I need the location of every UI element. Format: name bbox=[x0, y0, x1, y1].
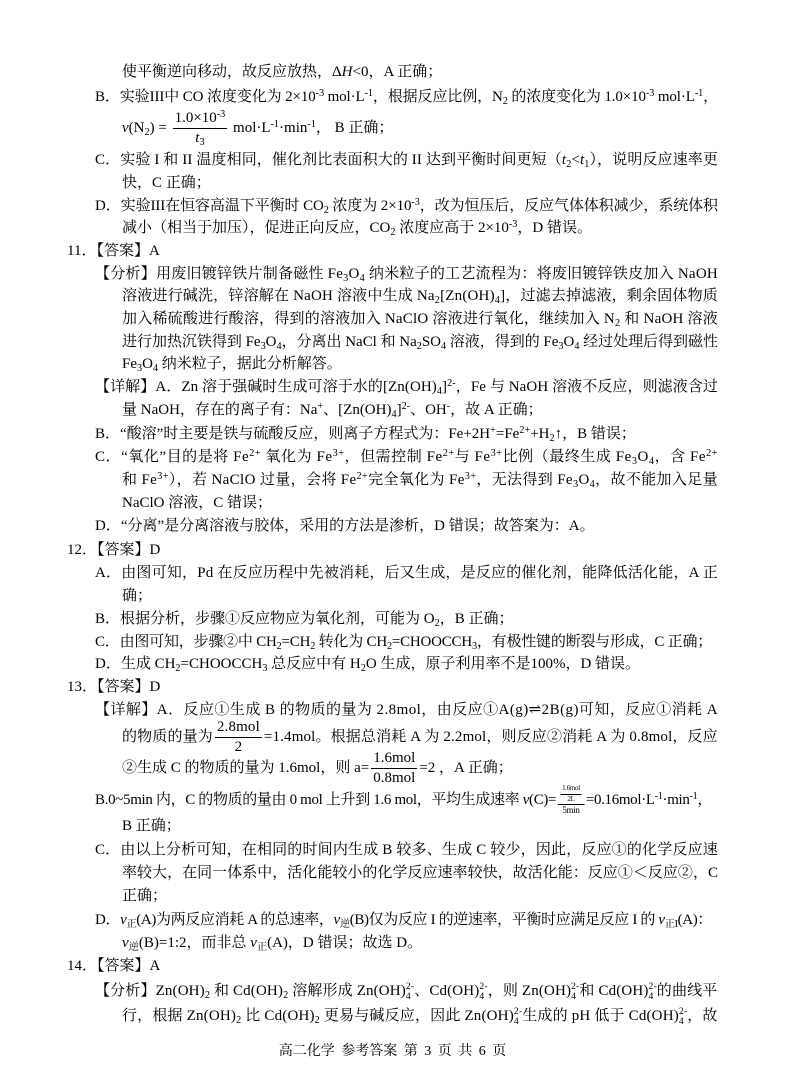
text-run: ，改为恒压后，反应气体体积减少，系统体积 bbox=[419, 198, 718, 214]
text-run: ↑，B 错误； bbox=[554, 426, 636, 442]
text-line bbox=[95, 87, 718, 107]
superscript: 3+ bbox=[157, 471, 169, 483]
text-run: ，分离出 NaCl 和 Na bbox=[281, 334, 417, 350]
subscript: 2 bbox=[566, 158, 572, 170]
text-run: ] bbox=[396, 402, 402, 418]
text-run: 12．【答案】D bbox=[67, 542, 161, 558]
text-line bbox=[95, 196, 718, 216]
subscript: 2 bbox=[323, 204, 329, 216]
text-run: < bbox=[571, 152, 580, 168]
superscript: 2- bbox=[447, 378, 456, 390]
text-run: ，D 错误。 bbox=[517, 220, 592, 236]
subscript: 3 bbox=[631, 455, 638, 467]
text-line bbox=[95, 563, 718, 583]
text-run: 确； bbox=[122, 588, 153, 604]
text-run: C．由以上分析可知，在相同的时间内生成 B 较多、生成 C 较少，因此，反应①的化学反应速 bbox=[95, 842, 718, 858]
text-run: ， bbox=[703, 89, 718, 105]
text-run: 更易与碱反应，因此 Zn(OH) bbox=[319, 1008, 514, 1024]
text-run: B 正确； bbox=[122, 818, 181, 834]
text-run: ，有极性键的断裂与形成，C 正确； bbox=[476, 634, 713, 650]
text-run: D．实验III在恒容高温下平衡时 CO bbox=[95, 198, 324, 214]
text-line bbox=[122, 933, 422, 953]
page-footer: 高二化学 参考答案 第 3 页 共 6 页 bbox=[278, 1044, 507, 1059]
text-run: (B)仅为反应 I 的逆速率，平衡时应满足反应 I 的 bbox=[349, 912, 659, 928]
text-run: C．由图可知，步骤②中 CH bbox=[95, 634, 277, 650]
text-run: 正确； bbox=[122, 888, 168, 904]
subscript: 4 bbox=[648, 991, 654, 1003]
superscript: -1 bbox=[364, 88, 373, 100]
text-run: 使平衡逆向移动，故反应放热，Δ bbox=[122, 64, 342, 80]
superscript: 2- bbox=[513, 1005, 523, 1017]
text-run: =CHOOCCH bbox=[180, 656, 263, 672]
subscript: 2 bbox=[276, 640, 282, 652]
text-run: D．“分离”是分离溶液与胶体，采用的方法是渗析，D 错误；故答案为：A。 bbox=[95, 518, 595, 534]
italic-symbol: v bbox=[122, 120, 129, 136]
text-run: C．实验 I 和 II 温度相同，催化剂比表面积大的 II 达到平衡时间更短（ bbox=[95, 152, 562, 168]
superscript: 2- bbox=[678, 1005, 688, 1017]
text-line bbox=[122, 470, 718, 490]
text-run: 量 NaOH，存在的离子有：Na bbox=[122, 402, 318, 418]
fraction-numerator bbox=[371, 750, 417, 769]
text-run: 氧化为 Fe bbox=[261, 449, 333, 465]
ion-index-and-charge bbox=[679, 1007, 687, 1027]
superscript: 2- bbox=[405, 980, 415, 992]
superscript: 3+ bbox=[464, 471, 477, 483]
text-line bbox=[122, 400, 543, 420]
text-run: 生成的 pH 低于 Cd(OH) bbox=[522, 1008, 679, 1024]
text-run: 转化为 CH bbox=[315, 634, 387, 650]
text-run: 13．【答案】D bbox=[67, 679, 161, 695]
italic-symbol: v bbox=[120, 912, 127, 928]
fraction-numerator bbox=[557, 785, 585, 805]
text-run: B.0~5min 内，C 的物质的量由 0 mol 上升到 1.6 mol，平均生成速率 bbox=[95, 792, 523, 808]
text-line bbox=[95, 609, 513, 629]
superscript: + bbox=[317, 401, 324, 413]
text-run: 减小（相当于加压），促进正向反应，CO bbox=[122, 220, 391, 236]
subscript: 4 bbox=[359, 272, 365, 284]
superscript: 2+ bbox=[519, 425, 531, 437]
text-run: 1.6mol bbox=[373, 749, 416, 766]
text-run: O bbox=[563, 334, 575, 350]
text-run: 的浓度变化为 1.0×10 bbox=[507, 89, 646, 105]
subscript: 4 bbox=[589, 478, 596, 490]
ion-index-and-charge bbox=[479, 982, 487, 1002]
text-run: 的曲线平 bbox=[656, 983, 718, 999]
subscript: 2 bbox=[434, 294, 441, 306]
subscript: 3 bbox=[260, 340, 266, 352]
text-run: 和 NaOH 溶液 bbox=[620, 311, 719, 327]
superscript: -3 bbox=[645, 88, 655, 100]
text-run: A．由图可知，Pd 在反应历程中先被消耗，后又生成，是反应的催化剂，能降低活化能，A 正 bbox=[95, 565, 718, 581]
text-run: 【详解】A．反应①生成 B 的物质的量为 2.8mol，由反应①A(g)⇌2B(g)可知，反应①消耗 A bbox=[95, 702, 718, 718]
subscript: 3 bbox=[262, 662, 268, 674]
italic-symbol: t bbox=[561, 152, 567, 168]
superscript: 3+ bbox=[490, 448, 503, 460]
subscript: 2 bbox=[386, 640, 392, 652]
text-run: 11．【答案】A bbox=[67, 243, 160, 259]
text-run: ·min bbox=[279, 120, 308, 136]
text-run: =CHOOCCH bbox=[391, 634, 472, 650]
subscript: 正 bbox=[256, 941, 268, 953]
text-run: (A)，D 错误；故选 D。 bbox=[267, 935, 423, 951]
italic-symbol: v bbox=[658, 912, 665, 928]
text-run: +H bbox=[530, 426, 550, 442]
text-run: 快，C 正确； bbox=[122, 175, 211, 191]
subscript: 正 bbox=[126, 918, 137, 930]
subscript: 2 bbox=[360, 662, 366, 674]
superscript: -3 bbox=[411, 197, 420, 209]
subscript: 3 bbox=[572, 478, 579, 490]
text-run: 5min bbox=[562, 805, 580, 816]
text-run: 2 bbox=[234, 739, 243, 756]
subscript: 2 bbox=[549, 432, 555, 444]
text-line bbox=[122, 309, 718, 329]
subscript: 2 bbox=[283, 989, 289, 1001]
text-run: ] bbox=[442, 379, 448, 395]
text-run: 经过处理后得到磁性 bbox=[579, 334, 718, 350]
text-run: [Zn(OH) bbox=[440, 288, 495, 304]
text-run: 比 Cd(OH) bbox=[241, 1008, 315, 1024]
text-run: (A)为两反应消耗 A 的总速率， bbox=[136, 912, 334, 928]
fraction-denominator bbox=[560, 795, 582, 804]
text-line bbox=[95, 840, 718, 860]
text-run: O bbox=[637, 449, 649, 465]
text-line bbox=[95, 910, 712, 930]
text-run: (C)= bbox=[529, 792, 557, 808]
text-run: ），若 NaClO 过量，会将 Fe bbox=[168, 472, 357, 488]
superscript: 2- bbox=[401, 401, 411, 413]
subscript: 3 bbox=[343, 272, 349, 284]
text-line bbox=[95, 264, 718, 284]
subscript: 3 bbox=[137, 362, 143, 374]
text-run: O bbox=[265, 334, 277, 350]
text-run: 溶解形成 Zn(OH) bbox=[288, 983, 406, 999]
text-run: 2.8mol bbox=[216, 718, 260, 735]
text-run: D．生成 CH bbox=[95, 656, 176, 672]
superscript: -1 bbox=[694, 88, 704, 100]
subscript: 3 bbox=[558, 340, 564, 352]
subscript: 逆 bbox=[128, 941, 139, 953]
fraction-numerator bbox=[173, 110, 228, 129]
subscript: 4 bbox=[678, 1016, 684, 1028]
superscript: 2+ bbox=[442, 448, 455, 460]
superscript: + bbox=[490, 425, 496, 437]
text-run: 、OH bbox=[410, 402, 447, 418]
text-run: 和 Fe bbox=[122, 472, 158, 488]
text-run: 【分析】用废旧镀锌铁片制备磁性 Fe bbox=[95, 266, 344, 282]
superscript: 2+ bbox=[249, 448, 262, 460]
text-run: 行，根据 Zn(OH) bbox=[122, 1008, 237, 1024]
text-run: ，但需控制 Fe bbox=[344, 449, 443, 465]
text-run: (B)=1:2，而非总 bbox=[138, 935, 251, 951]
text-run: 溶液进行碱洗，锌溶解在 NaOH 溶液中生成 Na bbox=[122, 288, 435, 304]
italic-symbol: t bbox=[579, 152, 585, 168]
text-run: ，根据反应比例，N bbox=[372, 89, 503, 105]
text-run: ]，过滤去掉滤液，剩余固体物质 bbox=[500, 288, 719, 304]
text-run: B．实验III中 CO 浓度变化为 2×10 bbox=[95, 89, 316, 105]
text-run: ，则 Zn(OH) bbox=[487, 983, 572, 999]
text-run: 比例（最终生成 Fe bbox=[502, 449, 632, 465]
subscript: 2 bbox=[434, 617, 440, 629]
superscript: 2- bbox=[648, 980, 657, 992]
text-run: 纳米粒子，据此分析解答。 bbox=[158, 356, 342, 372]
text-line bbox=[122, 816, 181, 836]
text-run: =2 ，A 正确； bbox=[419, 760, 513, 776]
italic-symbol: H bbox=[341, 64, 353, 80]
subscript: 2 bbox=[204, 989, 211, 1001]
text-run: ，无法得到 Fe bbox=[476, 472, 573, 488]
text-run: 和 Cd(OH) bbox=[210, 983, 284, 999]
superscript: 2+ bbox=[706, 448, 719, 460]
text-line bbox=[122, 354, 342, 374]
text-run: ·min bbox=[662, 792, 690, 808]
text-line bbox=[95, 785, 712, 816]
superscript: -1 bbox=[270, 119, 280, 131]
subscript: 2 bbox=[310, 640, 316, 652]
superscript: -3 bbox=[315, 88, 324, 100]
text-run: ， bbox=[697, 792, 712, 808]
fraction bbox=[560, 785, 582, 803]
text-line bbox=[122, 62, 442, 82]
text-run: SO bbox=[421, 334, 441, 350]
subscript: 4 bbox=[648, 455, 655, 467]
text-line bbox=[95, 447, 718, 467]
fraction bbox=[173, 110, 228, 148]
text-run: =Fe bbox=[495, 426, 520, 442]
text-run: NaClO 溶液，C 错误； bbox=[122, 495, 273, 511]
text-line bbox=[122, 863, 718, 883]
text-run: 率较大，在同一体系中，活化能较小的化学反应速率较快，故活化能：反应①＜反应②，C bbox=[122, 865, 718, 881]
fraction bbox=[371, 750, 417, 788]
fraction-numerator bbox=[215, 719, 262, 738]
subscript: 4 bbox=[479, 991, 485, 1003]
text-run: 【详解】A．Zn 溶于强碱时生成可溶于水的[Zn(OH) bbox=[95, 379, 437, 395]
text-run: 、[Zn(OH) bbox=[323, 402, 392, 418]
text-line bbox=[95, 516, 595, 536]
text-run: 0.8mol bbox=[373, 770, 416, 787]
text-line bbox=[122, 493, 272, 513]
superscript: -3 bbox=[216, 109, 226, 121]
text-run: 14．【答案】A bbox=[67, 958, 161, 974]
text-run: ②生成 C 的物质的量为 1.6mol，则 a= bbox=[122, 760, 370, 776]
text-run: 与 Fe bbox=[454, 449, 491, 465]
text-run: O bbox=[578, 472, 590, 488]
text-run: 加入稀硫酸进行酸溶，得到的溶液加入 NaClO 溶液进行氧化，继续加入 N bbox=[122, 311, 615, 327]
subscript: 3 bbox=[471, 640, 477, 652]
subscript: 2 bbox=[390, 226, 396, 238]
fraction-numerator bbox=[560, 785, 582, 795]
text-run: ，故 bbox=[687, 1008, 718, 1024]
text-line bbox=[67, 241, 160, 261]
text-run: 浓度为 2×10 bbox=[328, 198, 412, 214]
text-run: ，故不能加入足量 bbox=[595, 472, 719, 488]
subscript: 2 bbox=[502, 95, 508, 107]
text-run: O bbox=[348, 266, 360, 282]
text-line bbox=[95, 654, 640, 674]
text-run: 纳米粒子的工艺流程为：将废旧镀锌铁皮加入 NaOH bbox=[364, 266, 718, 282]
text-run: 和 Cd(OH) bbox=[579, 983, 649, 999]
text-run: =CH bbox=[281, 634, 311, 650]
text-line bbox=[122, 218, 592, 238]
text-run: (N bbox=[128, 120, 145, 136]
fraction-denominator bbox=[173, 129, 228, 147]
text-run: 2L bbox=[567, 794, 575, 803]
text-line bbox=[122, 1006, 718, 1027]
text-run: 【分析】Zn(OH) bbox=[95, 983, 205, 999]
subscript: 1 bbox=[584, 158, 590, 170]
superscript: -1 bbox=[654, 791, 663, 803]
text-run: ，故 A 正确； bbox=[450, 402, 543, 418]
ion-index-and-charge bbox=[514, 1007, 522, 1027]
text-run: mol·L bbox=[654, 89, 695, 105]
text-run: 的物质的量为 bbox=[122, 729, 213, 745]
text-run: ， B 正确； bbox=[315, 120, 394, 136]
text-run: 浓度应高于 2×10 bbox=[395, 220, 509, 236]
text-run: C．“氧化”目的是将 Fe bbox=[95, 449, 250, 465]
subscript: 正I bbox=[664, 918, 678, 930]
text-run: O bbox=[142, 356, 153, 372]
text-run: 总反应中有 H bbox=[267, 656, 361, 672]
text-run: (A)： bbox=[677, 912, 713, 928]
italic-symbol: v bbox=[250, 935, 257, 951]
text-line bbox=[67, 956, 160, 976]
subscript: 4 bbox=[513, 1016, 519, 1028]
subscript: 2 bbox=[144, 126, 150, 138]
subscript: 4 bbox=[494, 294, 501, 306]
subscript: 4 bbox=[440, 340, 447, 352]
text-run: 溶液，得到的 Fe bbox=[446, 334, 559, 350]
text-run: 1.6mol bbox=[562, 783, 580, 792]
text-run: ) = bbox=[149, 120, 171, 136]
text-line bbox=[95, 700, 718, 720]
subscript: 逆 bbox=[339, 918, 350, 930]
text-run: 进行加热沉铁得到 Fe bbox=[122, 334, 261, 350]
text-line bbox=[95, 377, 718, 397]
subscript: 2 bbox=[416, 340, 422, 352]
text-run: ，Fe 与 NaOH 溶液不反应，则滤液含过 bbox=[455, 379, 718, 395]
subscript: 4 bbox=[405, 991, 411, 1003]
text-line bbox=[122, 110, 393, 148]
italic-symbol: v bbox=[122, 935, 129, 951]
superscript: 3+ bbox=[332, 448, 345, 460]
subscript: 4 bbox=[571, 991, 577, 1003]
subscript: 2 bbox=[615, 317, 621, 329]
ion-index-and-charge bbox=[649, 982, 657, 1002]
text-line bbox=[122, 750, 513, 788]
subscript: 4 bbox=[436, 385, 443, 397]
italic-symbol: v bbox=[522, 792, 530, 808]
subscript: 4 bbox=[574, 340, 580, 352]
text-line bbox=[95, 632, 712, 652]
superscript: -1 bbox=[689, 791, 698, 803]
superscript: -3 bbox=[508, 219, 518, 231]
superscript: 2- bbox=[571, 980, 580, 992]
text-run: 完全氧化为 Fe bbox=[368, 472, 465, 488]
superscript: 2+ bbox=[356, 471, 369, 483]
text-run: <0，A 正确； bbox=[352, 64, 443, 80]
subscript: 2 bbox=[314, 1014, 320, 1026]
text-line bbox=[122, 286, 718, 306]
italic-symbol: t bbox=[195, 130, 200, 147]
text-line bbox=[67, 677, 160, 697]
fraction bbox=[557, 785, 585, 816]
text-run: mol·L bbox=[323, 89, 365, 105]
text-run: B．根据分析，步骤①反应物应为氧化剂，可能为 O bbox=[95, 611, 435, 627]
text-run: 1.0×10 bbox=[174, 109, 217, 126]
text-run: B．“酸溶”时主要是铁与硫酸反应，则离子方程式为：Fe+2H bbox=[95, 426, 491, 442]
text-line bbox=[95, 150, 718, 170]
text-line bbox=[95, 424, 636, 444]
text-line bbox=[67, 540, 160, 560]
text-line bbox=[122, 173, 211, 193]
superscript: -1 bbox=[307, 119, 316, 131]
text-run: ，B 正确； bbox=[439, 611, 514, 627]
text-run: =0.16mol·L bbox=[585, 792, 655, 808]
text-run: D． bbox=[95, 912, 121, 928]
text-run: ），说明反应速率更 bbox=[589, 152, 719, 168]
subscript: 4 bbox=[391, 408, 397, 420]
subscript: 3 bbox=[199, 136, 205, 148]
subscript: 4 bbox=[152, 362, 159, 374]
superscript: 2- bbox=[479, 980, 488, 992]
text-run: =1.4mol。根据总消耗 A 为 2.2mol，则反应②消耗 A 为 0.8mol，反应 bbox=[263, 729, 718, 745]
text-line bbox=[122, 332, 718, 352]
text-run: O 生成，原子利用率不是100%，D 错误。 bbox=[365, 656, 641, 672]
subscript: 2 bbox=[236, 1014, 242, 1026]
text-run: 、Cd(OH) bbox=[414, 983, 480, 999]
italic-symbol: v bbox=[333, 912, 340, 928]
text-line bbox=[122, 886, 167, 906]
text-run: ，含 Fe bbox=[654, 449, 707, 465]
subscript: 4 bbox=[276, 340, 282, 352]
text-line bbox=[122, 586, 152, 606]
superscript: - bbox=[446, 401, 451, 413]
subscript: 2 bbox=[175, 662, 181, 674]
fraction-denominator bbox=[557, 805, 585, 816]
text-line bbox=[95, 981, 717, 1002]
ion-index-and-charge bbox=[406, 982, 414, 1002]
text-run: mol·L bbox=[229, 120, 271, 136]
text-run: Fe bbox=[122, 356, 137, 372]
